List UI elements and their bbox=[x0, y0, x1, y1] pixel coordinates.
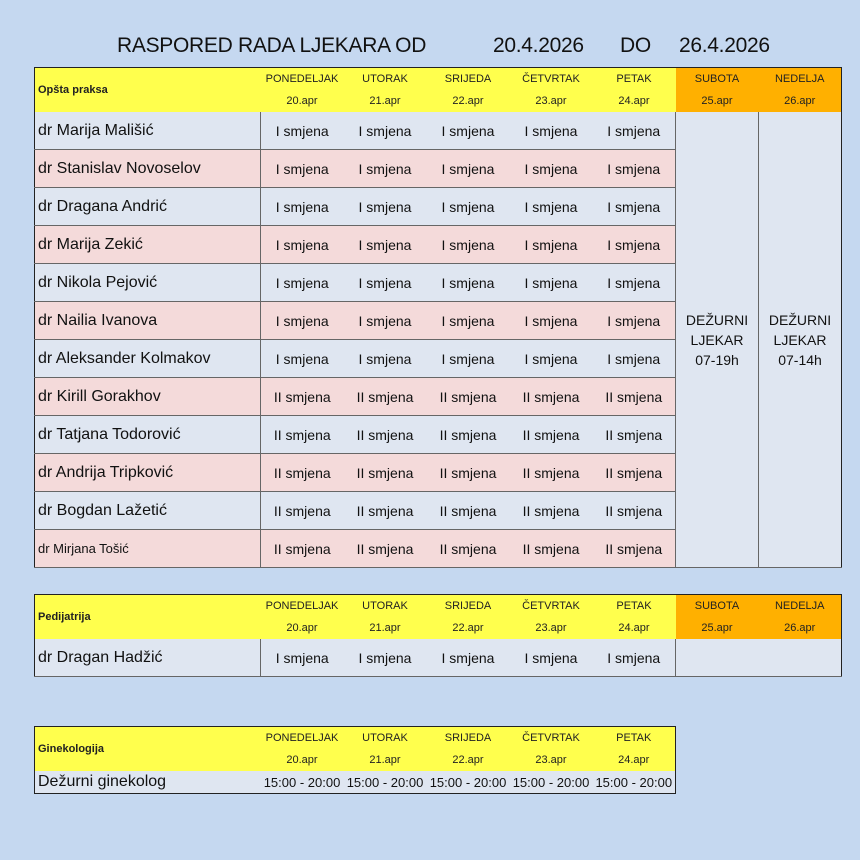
section-title-pedijatrija: Pedijatrija bbox=[35, 595, 261, 640]
day-date: 23.apr bbox=[510, 90, 593, 112]
shift-cell: I smjena bbox=[593, 188, 676, 226]
shift-cell: II smjena bbox=[261, 454, 344, 492]
doctor-name: dr Nailia Ivanova bbox=[35, 302, 261, 340]
shift-cell: I smjena bbox=[593, 340, 676, 378]
weekend-empty-cell bbox=[676, 639, 842, 677]
shift-cell: I smjena bbox=[261, 112, 344, 150]
shift-cell: I smjena bbox=[593, 639, 676, 677]
shift-cell: II smjena bbox=[344, 530, 427, 568]
doctor-name: dr Marija Zekić bbox=[35, 226, 261, 264]
day-name: PETAK bbox=[593, 727, 676, 750]
duty-text-line2: LJEKAR bbox=[690, 331, 744, 348]
weekend-day-name: SUBOTA bbox=[676, 595, 759, 618]
day-date: 20.apr bbox=[261, 90, 344, 112]
shift-cell: II smjena bbox=[344, 378, 427, 416]
shift-cell: I smjena bbox=[344, 226, 427, 264]
shift-cell: II smjena bbox=[593, 416, 676, 454]
doctor-name: dr Dragan Hadžić bbox=[35, 639, 261, 677]
shift-cell: II smjena bbox=[261, 416, 344, 454]
hours-cell: 15:00 - 20:00 bbox=[593, 771, 676, 794]
day-name: ČETVRTAK bbox=[510, 68, 593, 91]
day-name: PONEDELJAK bbox=[261, 595, 344, 618]
day-name: PONEDELJAK bbox=[261, 68, 344, 91]
shift-cell: I smjena bbox=[593, 264, 676, 302]
duty-text-line2: LJEKAR bbox=[773, 331, 827, 348]
shift-cell: I smjena bbox=[261, 340, 344, 378]
title-from-date: 20.4.2026 bbox=[493, 34, 584, 57]
day-date: 22.apr bbox=[427, 617, 510, 639]
table-row bbox=[35, 639, 842, 677]
shift-cell: I smjena bbox=[427, 340, 510, 378]
weekend-day-date: 26.apr bbox=[759, 617, 842, 639]
shift-cell: I smjena bbox=[510, 302, 593, 340]
shift-cell: I smjena bbox=[427, 150, 510, 188]
shift-cell: I smjena bbox=[261, 302, 344, 340]
shift-cell: II smjena bbox=[427, 378, 510, 416]
day-name: ČETVRTAK bbox=[510, 595, 593, 618]
shift-cell: I smjena bbox=[510, 112, 593, 150]
day-name: SRIJEDA bbox=[427, 727, 510, 750]
weekend-day-date: 25.apr bbox=[676, 90, 759, 112]
shift-cell: II smjena bbox=[593, 530, 676, 568]
shift-cell: I smjena bbox=[344, 188, 427, 226]
table-row bbox=[35, 771, 676, 794]
shift-cell: I smjena bbox=[510, 340, 593, 378]
title-prefix: RASPORED RADA LJEKARA OD bbox=[117, 34, 427, 57]
hours-cell: 15:00 - 20:00 bbox=[427, 771, 510, 794]
row-label: Dežurni ginekolog bbox=[35, 771, 261, 794]
shift-cell: II smjena bbox=[510, 378, 593, 416]
shift-cell: I smjena bbox=[261, 639, 344, 677]
shift-cell: I smjena bbox=[427, 112, 510, 150]
day-name: UTORAK bbox=[344, 68, 427, 91]
shift-cell: I smjena bbox=[344, 639, 427, 677]
weekend-day-name: NEDELJA bbox=[759, 68, 842, 91]
hours-cell: 15:00 - 20:00 bbox=[344, 771, 427, 794]
weekend-day-date: 25.apr bbox=[676, 617, 759, 639]
duty-text-line1: DEŽURNI bbox=[685, 311, 749, 328]
duty-text-hours: 07-19h bbox=[695, 351, 739, 368]
day-date: 21.apr bbox=[344, 90, 427, 112]
shift-cell: II smjena bbox=[510, 416, 593, 454]
shift-cell: II smjena bbox=[510, 530, 593, 568]
shift-cell: I smjena bbox=[593, 302, 676, 340]
shift-cell: I smjena bbox=[344, 302, 427, 340]
day-name: SRIJEDA bbox=[427, 68, 510, 91]
shift-cell: II smjena bbox=[261, 530, 344, 568]
shift-cell: II smjena bbox=[427, 454, 510, 492]
shift-cell: II smjena bbox=[344, 492, 427, 530]
shift-cell: I smjena bbox=[427, 639, 510, 677]
hours-cell: 15:00 - 20:00 bbox=[261, 771, 344, 794]
doctor-name: dr Aleksander Kolmakov bbox=[35, 340, 261, 378]
day-name: SRIJEDA bbox=[427, 595, 510, 618]
shift-cell: I smjena bbox=[261, 226, 344, 264]
shift-cell: II smjena bbox=[427, 416, 510, 454]
duty-text-hours: 07-14h bbox=[778, 351, 822, 368]
section-title-ginekologija: Ginekologija bbox=[35, 727, 261, 772]
shift-cell: I smjena bbox=[510, 226, 593, 264]
day-name: UTORAK bbox=[344, 595, 427, 618]
shift-cell: I smjena bbox=[427, 226, 510, 264]
day-date: 23.apr bbox=[510, 749, 593, 771]
shift-cell: II smjena bbox=[344, 416, 427, 454]
shift-cell: II smjena bbox=[593, 492, 676, 530]
doctor-name: dr Kirill Gorakhov bbox=[35, 378, 261, 416]
doctor-name: dr Marija Mališić bbox=[35, 112, 261, 150]
day-date: 21.apr bbox=[344, 617, 427, 639]
weekend-day-name: NEDELJA bbox=[759, 595, 842, 618]
doctor-name: dr Dragana Andrić bbox=[35, 188, 261, 226]
shift-cell: II smjena bbox=[510, 454, 593, 492]
opsta-praksa-table bbox=[34, 67, 842, 568]
day-date: 20.apr bbox=[261, 617, 344, 639]
sunday-duty-cell bbox=[759, 112, 842, 568]
shift-cell: I smjena bbox=[344, 264, 427, 302]
page-title bbox=[0, 34, 860, 60]
hours-cell: 15:00 - 20:00 bbox=[510, 771, 593, 794]
day-date: 23.apr bbox=[510, 617, 593, 639]
weekend-day-date: 26.apr bbox=[759, 90, 842, 112]
day-date: 20.apr bbox=[261, 749, 344, 771]
shift-cell: II smjena bbox=[593, 454, 676, 492]
shift-cell: I smjena bbox=[510, 639, 593, 677]
title-connector: DO bbox=[620, 34, 651, 57]
day-date: 21.apr bbox=[344, 749, 427, 771]
day-date: 24.apr bbox=[593, 749, 676, 771]
weekend-day-name: SUBOTA bbox=[676, 68, 759, 91]
shift-cell: II smjena bbox=[427, 492, 510, 530]
day-date: 22.apr bbox=[427, 90, 510, 112]
day-date: 24.apr bbox=[593, 617, 676, 639]
shift-cell: I smjena bbox=[427, 188, 510, 226]
pedijatrija-table bbox=[34, 594, 842, 677]
day-name: PONEDELJAK bbox=[261, 727, 344, 750]
shift-cell: II smjena bbox=[593, 378, 676, 416]
shift-cell: I smjena bbox=[593, 150, 676, 188]
day-name: UTORAK bbox=[344, 727, 427, 750]
shift-cell: I smjena bbox=[261, 150, 344, 188]
doctor-name: dr Nikola Pejović bbox=[35, 264, 261, 302]
shift-cell: I smjena bbox=[510, 150, 593, 188]
shift-cell: I smjena bbox=[510, 188, 593, 226]
title-to-date: 26.4.2026 bbox=[679, 34, 770, 57]
shift-cell: I smjena bbox=[344, 340, 427, 378]
day-name: ČETVRTAK bbox=[510, 727, 593, 750]
shift-cell: II smjena bbox=[427, 530, 510, 568]
doctor-name: dr Andrija Tripković bbox=[35, 454, 261, 492]
day-name: PETAK bbox=[593, 595, 676, 618]
shift-cell: I smjena bbox=[261, 264, 344, 302]
shift-cell: II smjena bbox=[510, 492, 593, 530]
section-title-opsta: Opšta praksa bbox=[35, 68, 261, 113]
ginekologija-table bbox=[34, 726, 676, 794]
shift-cell: II smjena bbox=[344, 454, 427, 492]
day-name: PETAK bbox=[593, 68, 676, 91]
shift-cell: I smjena bbox=[427, 264, 510, 302]
shift-cell: II smjena bbox=[261, 378, 344, 416]
saturday-duty-cell bbox=[676, 112, 759, 568]
doctor-name: dr Tatjana Todorović bbox=[35, 416, 261, 454]
day-date: 22.apr bbox=[427, 749, 510, 771]
doctor-name: dr Mirjana Tošić bbox=[35, 530, 261, 568]
shift-cell: I smjena bbox=[593, 226, 676, 264]
shift-cell: I smjena bbox=[344, 150, 427, 188]
shift-cell: I smjena bbox=[510, 264, 593, 302]
shift-cell: II smjena bbox=[261, 492, 344, 530]
doctor-name: dr Bogdan Lažetić bbox=[35, 492, 261, 530]
doctor-name: dr Stanislav Novoselov bbox=[35, 150, 261, 188]
day-date: 24.apr bbox=[593, 90, 676, 112]
shift-cell: I smjena bbox=[344, 112, 427, 150]
table-row bbox=[35, 112, 842, 150]
duty-text-line1: DEŽURNI bbox=[768, 311, 832, 328]
shift-cell: I smjena bbox=[593, 112, 676, 150]
shift-cell: I smjena bbox=[427, 302, 510, 340]
shift-cell: I smjena bbox=[261, 188, 344, 226]
